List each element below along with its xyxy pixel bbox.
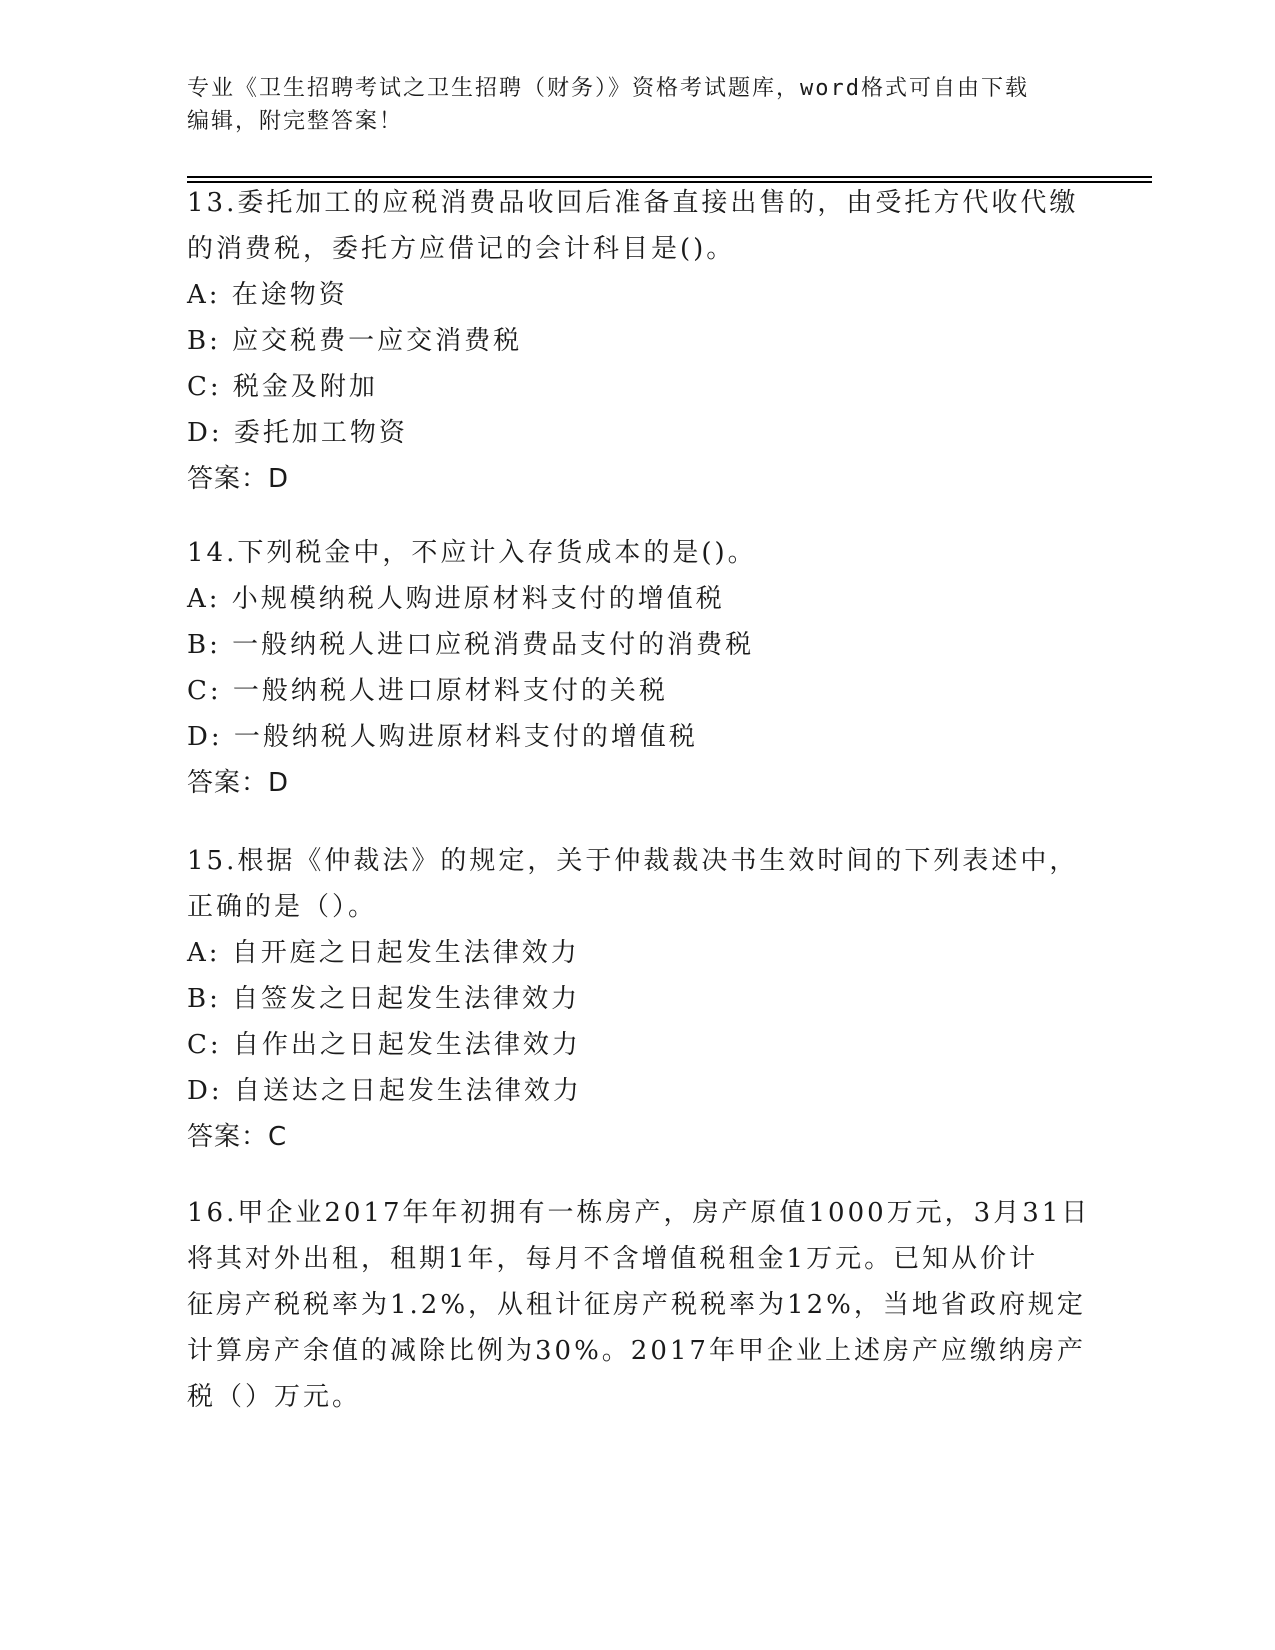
- question-16: [187, 1190, 1091, 1420]
- question-stem-line: 15.根据《仲裁法》的规定，关于仲裁裁决书生效时间的下列表述中，: [187, 846, 1079, 876]
- question-stem-line: 征房产税税率为1.2%，从租计征房产税税率为12%，当地省政府规定: [187, 1290, 1086, 1320]
- option-b: B: 应交税费一应交消费税: [187, 326, 523, 356]
- header-line-1: 专业《卫生招聘考试之卫生招聘（财务）》资格考试题库，word格式可自由下载: [187, 76, 1029, 101]
- option-d: D: 委托加工物资: [187, 418, 408, 448]
- question-stem-line: 13.委托加工的应税消费品收回后准备直接出售的，由受托方代收代缴: [187, 188, 1079, 218]
- question-13: [187, 180, 1087, 502]
- answer: 答案：D: [187, 464, 290, 494]
- option-c: C: 税金及附加: [187, 372, 378, 402]
- question-stem-line: 16.甲企业2017年年初拥有一栋房产，房产原值1000万元，3月31日: [187, 1198, 1091, 1228]
- option-d: D: 一般纳税人购进原材料支付的增值税: [187, 722, 698, 752]
- header-line-2: 编辑，附完整答案！: [187, 109, 404, 134]
- answer: 答案：C: [187, 1122, 288, 1152]
- header-divider-top: [187, 176, 1152, 178]
- option-c: C: 一般纳税人进口原材料支付的关税: [187, 676, 668, 706]
- option-b: B: 自签发之日起发生法律效力: [187, 984, 581, 1014]
- option-d: D: 自送达之日起发生法律效力: [187, 1076, 582, 1106]
- answer: 答案：D: [187, 768, 290, 798]
- question-stem-line: 税（）万元。: [187, 1382, 362, 1412]
- option-a: A: 在途物资: [187, 280, 348, 310]
- question-stem-line: 14.下列税金中，不应计入存货成本的是()。: [187, 538, 757, 568]
- question-stem-line: 正确的是（）。: [187, 892, 378, 922]
- question-stem-line: 计算房产余值的减除比例为30%。2017年甲企业上述房产应缴纳房产: [187, 1336, 1086, 1366]
- question-14: [187, 530, 1087, 806]
- option-a: A: 小规模纳税人购进原材料支付的增值税: [187, 584, 725, 614]
- option-b: B: 一般纳税人进口应税消费品支付的消费税: [187, 630, 755, 660]
- option-c: C: 自作出之日起发生法律效力: [187, 1030, 581, 1060]
- question-stem-line: 将其对外出租，租期1年，每月不含增值税租金1万元。已知从价计: [187, 1244, 1039, 1274]
- question-15: [187, 838, 1087, 1160]
- document-header: [187, 72, 1067, 138]
- question-stem-line: 的消费税，委托方应借记的会计科目是()。: [187, 234, 736, 264]
- option-a: A: 自开庭之日起发生法律效力: [187, 938, 580, 968]
